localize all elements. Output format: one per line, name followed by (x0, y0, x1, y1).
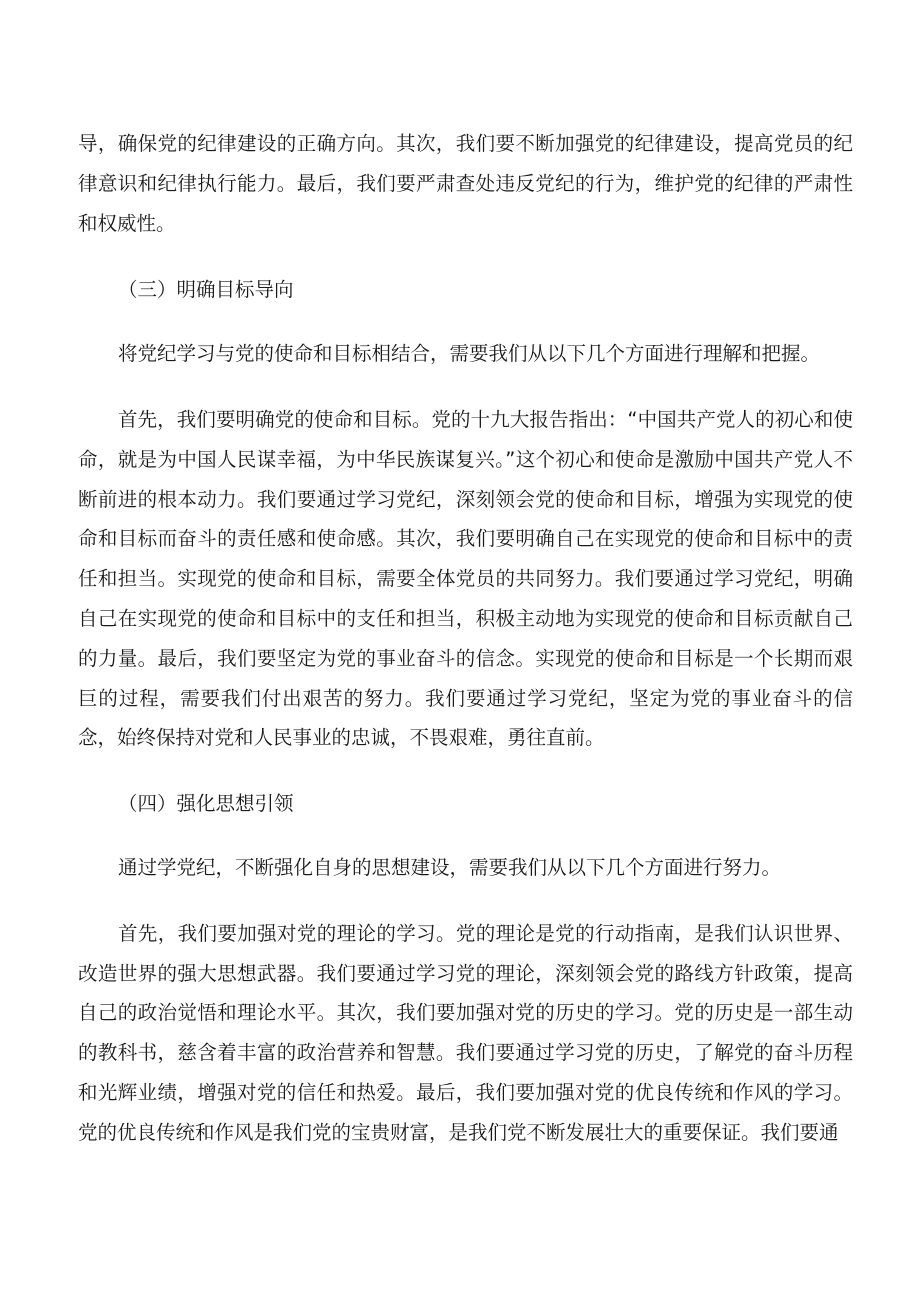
paragraph-intro-3: 将党纪学习与党的使命和目标相结合，需要我们从以下几个方面进行理解和把握。 (118, 342, 821, 366)
paragraph-body-4: 首先，我们要加强对党的理论的学习。党的理论是党的行动指南，是我们认识世界、改造世界的强大思想武器。我们要通过学习党的理论，深刻领会党的路线方针政策，提高自己的政治觉悟和理论水平。其次，我们要加强对党的历史的学习。党的历史是一部生动的教科书，慈含着丰富的政治营养和智慧。我们要通过学习党的历史，了解党的奋斗历程和光辉业绩，增强对党的信任和热爱。最后，我们要加强对党的优良传统和作风的学习。党的优良传统和作风是我们党的宝贵财富，是我们党不断发展壮大的重要保证。我们要通 (78, 921, 853, 1144)
paragraph-body-3: 首先，我们要明确党的使命和目标。党的十九大报告指出：“中国共产党人的初心和使命，就是为中国人民谋幸福，为中华民族谋复兴。”这个初心和使命是激励中国共产党人不断前进的根本动力。我们要通过学习党纪，深刻领会党的使命和目标，增强为实现党的使命和目标而奋斗的责任感和使命感。其次，我们要明确自己在实现党的使命和目标中的责任和担当。实现党的使命和目标，需要全体党员的共同努力。我们要通过学习党纪，明确自己在实现党的使命和目标中的支任和担当，积极主动地为实现党的使命和目标贡献自己的力量。最后，我们要坚定为党的事业奋斗的信念。实现党的使命和目标是一个长期而艰巨的过程，需要我们付出艰苦的努力。我们要通过学习党纪，坚定为党的事业奋斗的信念，始终保持对党和人民事业的忠诚，不畏艰难，勇往直前。 (78, 407, 853, 750)
section-heading-3: （三）明确目标导向 (118, 278, 294, 302)
paragraph-intro-4: 通过学党纪，不断强化自身的思想建设，需要我们从以下几个方面进行努力。 (118, 855, 782, 879)
document-page (78, 124, 853, 1153)
paragraph-continued: 导，确保党的纪律建设的正确方向。其次，我们要不断加强党的纪律建设，提高党员的纪律意识和纪律执行能力。最后，我们要严肃查处违反党纪的行为，维护党的纪律的严肃性和权威性。 (78, 132, 853, 235)
section-heading-4: （四）强化思想引领 (118, 792, 294, 816)
